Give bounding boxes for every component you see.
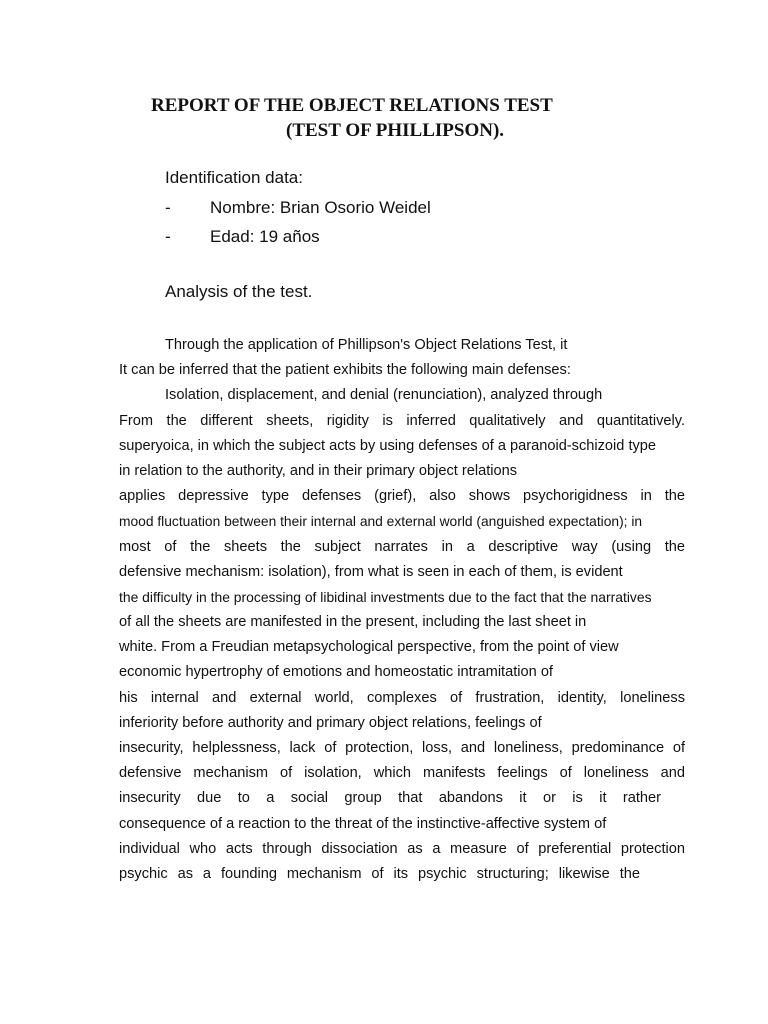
body-line: his internal and external world, complexes of frustration, identity, loneliness (119, 689, 685, 706)
identification-heading: Identification data: (165, 168, 303, 187)
body-line: From the different sheets, rigidity is inferred qualitatively and quantitatively. (119, 412, 685, 429)
report-title-line-1: REPORT OF THE OBJECT RELATIONS TEST (151, 95, 553, 116)
body-line: of all the sheets are manifested in the present, including the last sheet in (119, 614, 587, 631)
body-line: mood fluctuation between their internal and external world (anguished expectation); in (119, 514, 643, 530)
body-line: consequence of a reaction to the threat of the instinctive-affective system of (119, 815, 607, 832)
body-line: superyoica, in which the subject acts by using defenses of a paranoid-schizoid type (119, 437, 657, 454)
list-bullet: - (165, 227, 171, 246)
identification-name-text: Nombre: Brian Osorio Weidel (210, 198, 431, 217)
body-line: white. From a Freudian metapsychological perspective, from the point of view (119, 639, 619, 656)
identification-age-text: Edad: 19 años (210, 227, 320, 246)
body-line: inferiority before authority and primary object relations, feelings of (119, 714, 542, 731)
body-line: psychic as a founding mechanism of its psychic structuring; likewise the (119, 865, 640, 882)
body-line: insecurity due to a social group that abandons it or is it rather (119, 790, 661, 807)
identification-item-name (165, 198, 431, 218)
body-line: defensive mechanism: isolation), from what is seen in each of them, is evident (119, 563, 623, 580)
body-line: most of the sheets the subject narrates in a descriptive way (using the (119, 538, 685, 555)
body-line: individual who acts through dissociation as a measure of preferential protection (119, 840, 685, 857)
list-bullet: - (165, 198, 171, 217)
body-line: applies depressive type defenses (grief), also shows psychorigidness in the (119, 488, 685, 505)
body-line: insecurity, helplessness, lack of protection, loss, and loneliness, predominance of (119, 740, 685, 756)
analysis-heading: Analysis of the test. (165, 282, 313, 301)
body-line: Isolation, displacement, and denial (renunciation), analyzed through (165, 387, 603, 404)
body-line: in relation to the authority, and in their primary object relations (119, 462, 518, 479)
body-line: the difficulty in the processing of libidinal investments due to the fact that the narratives (119, 588, 652, 605)
report-title-line-2: (TEST OF PHILLIPSON). (286, 120, 505, 141)
body-line: economic hypertrophy of emotions and homeostatic intramitation of (119, 664, 553, 681)
analysis-body (119, 333, 685, 887)
body-line: Through the application of Phillipson's Object Relations Test, it (165, 337, 568, 353)
identification-item-age (165, 227, 320, 247)
body-line: It can be inferred that the patient exhibits the following main defenses: (119, 362, 571, 379)
body-line: defensive mechanism of isolation, which manifests feelings of loneliness and (119, 765, 685, 782)
